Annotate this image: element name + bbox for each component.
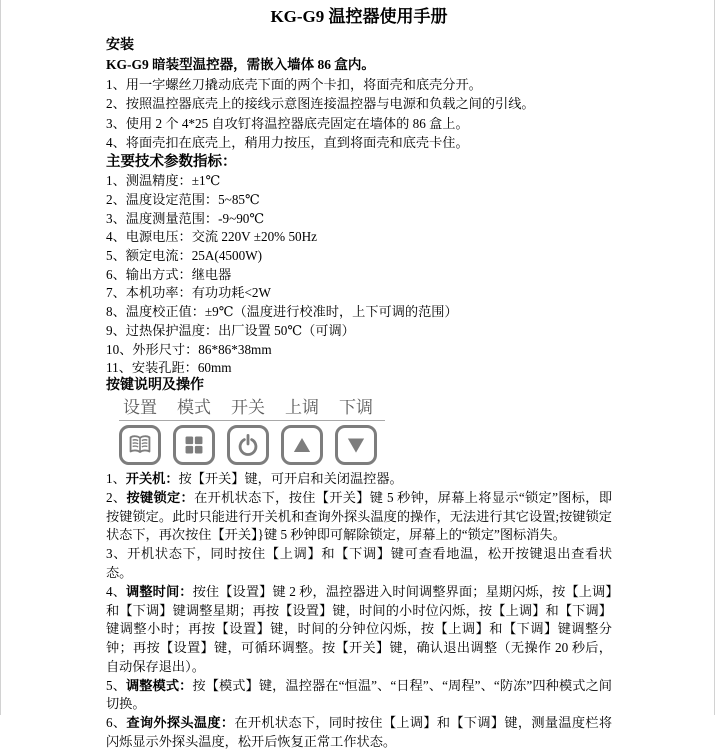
install-step: 1、用一字螺丝刀撬动底壳下面的两个卡扣，将面壳和底壳分开。 [106, 77, 482, 92]
key-buttons-row [119, 425, 399, 465]
grid-icon [181, 432, 207, 458]
operation-paragraph [106, 677, 612, 715]
keypad-illustration [119, 399, 399, 465]
operation-text: 开机状态下，同时按住【上调】和【下调】键可查看地温，松开按键退出查看状态。 [106, 546, 613, 580]
install-intro: KG-G9 暗装型温控器，需嵌入墙体 86 盒内。 [106, 57, 375, 72]
operation-paragraph [106, 489, 612, 545]
key-label: 开关 [231, 397, 265, 417]
operation-number: 5、 [106, 677, 126, 693]
spec-item: 7、本机功率：有功功耗<2W [106, 285, 271, 301]
spec-item: 10、外形尺寸：86*86*38mm [106, 341, 272, 357]
operation-number: 2、 [106, 489, 127, 505]
key-label: 模式 [177, 397, 211, 417]
page-title: KG-G9 温控器使用手册 [270, 7, 448, 26]
operation-number: 4、 [106, 583, 127, 599]
install-steps [106, 75, 612, 152]
spec-item: 3、温度测量范围：-9~90℃ [106, 210, 265, 226]
key-button [335, 425, 377, 465]
triangle-down-icon [343, 432, 369, 458]
book-icon [127, 432, 153, 458]
spec-list [106, 172, 612, 378]
operation-text: 在开机状态下，同时按住【上调】和【下调】键，测量温度栏将闪烁显示外探头温度，松开后恢复正常工作状态。 [106, 715, 613, 750]
operation-paragraph [106, 470, 612, 489]
key-label: 上调 [285, 397, 319, 417]
key-label: 设置 [123, 397, 157, 417]
spec-item: 6、输出方式：继电器 [106, 266, 232, 282]
install-step: 3、使用 2 个 4*25 自攻钉将温控器底壳固定在墙体的 86 盒上。 [106, 115, 469, 131]
page-content [1, 0, 714, 752]
operation-paragraph [106, 714, 612, 752]
spec-item: 2、温度设定范围：5~85℃ [106, 191, 260, 207]
spec-item: 1、测温精度：±1℃ [106, 173, 221, 189]
operations-section [106, 470, 612, 752]
key-button [281, 425, 323, 465]
operation-label: 调整模式： [125, 677, 193, 693]
operation-paragraph [106, 583, 612, 677]
operation-number: 1、 [106, 470, 126, 486]
keypad-divider [119, 420, 385, 421]
spec-item: 4、电源电压：交流 220V ±20% 50Hz [106, 229, 318, 245]
section-heading-specs: 主要技术参数指标： [106, 154, 237, 171]
key-button [173, 425, 215, 465]
key-label: 下调 [339, 397, 373, 417]
install-step: 4、将面壳扣在底壳上，稍用力按压，直到将面壳和底壳卡住。 [106, 134, 469, 150]
spec-item: 11、安装孔距：60mm [106, 360, 232, 376]
spec-item: 5、额定电流：25A(4500W) [106, 248, 263, 263]
operation-label: 查询外探头温度： [126, 715, 235, 731]
operation-text: 在开机状态下，按住【开关】键 5 秒钟，屏幕上将显示“锁定”图标，即按键锁定。此时只能进行开关机和查询外探头温度的操作，无法进行其它设置;按键锁定 状态下，再次按住【开关】}键 5 秒钟即可解除锁定，屏幕上的“锁定”图标消失。 [106, 489, 613, 543]
operation-label: 调整时间： [126, 583, 193, 599]
install-step: 2、按照温控器底壳上的接线示意图连接温控器与电源和负载之间的引线。 [106, 96, 535, 112]
power-icon [235, 432, 261, 458]
key-button [119, 425, 161, 465]
key-labels-row [119, 399, 399, 417]
spec-item: 8、温度校正值：±9℃（温度进行校准时，上下可调的范围） [106, 304, 458, 320]
operation-text: 按【开关】键，可开启和关闭温控器。 [178, 470, 403, 486]
section-heading-keys: 按键说明及操作 [106, 377, 204, 393]
operation-number: 3、 [106, 546, 128, 562]
operation-text: 按住【设置】键 2 秒，温控器进入时间调整界面；星期闪烁，按【上调】和【下调】键调整星期；再按【设置】键，时间的小时位闪烁，按【上调】和【下调】键调整小时；再按【设置】键，时间的分钟位闪烁，按【上调】和【下调】键调整分钟；再按【设置】键，可循环调整。按【开关】键，确认退出调整（无操作 20 秒后，自动保存退出）。 [106, 583, 612, 674]
operation-label: 开关机： [125, 470, 179, 486]
operation-text: 按【模式】键，温控器在“恒温”、“日程”、“周程”、“防冻”四种模式之间切换。 [106, 677, 612, 712]
spec-item: 9、过热保护温度：出厂设置 50℃（可调） [106, 322, 355, 338]
operation-label: 按键锁定： [126, 489, 195, 505]
triangle-up-icon [289, 432, 315, 458]
section-heading-install: 安装 [106, 38, 134, 53]
operation-paragraph [106, 545, 612, 583]
operation-number: 6、 [106, 715, 127, 731]
key-button [227, 425, 269, 465]
